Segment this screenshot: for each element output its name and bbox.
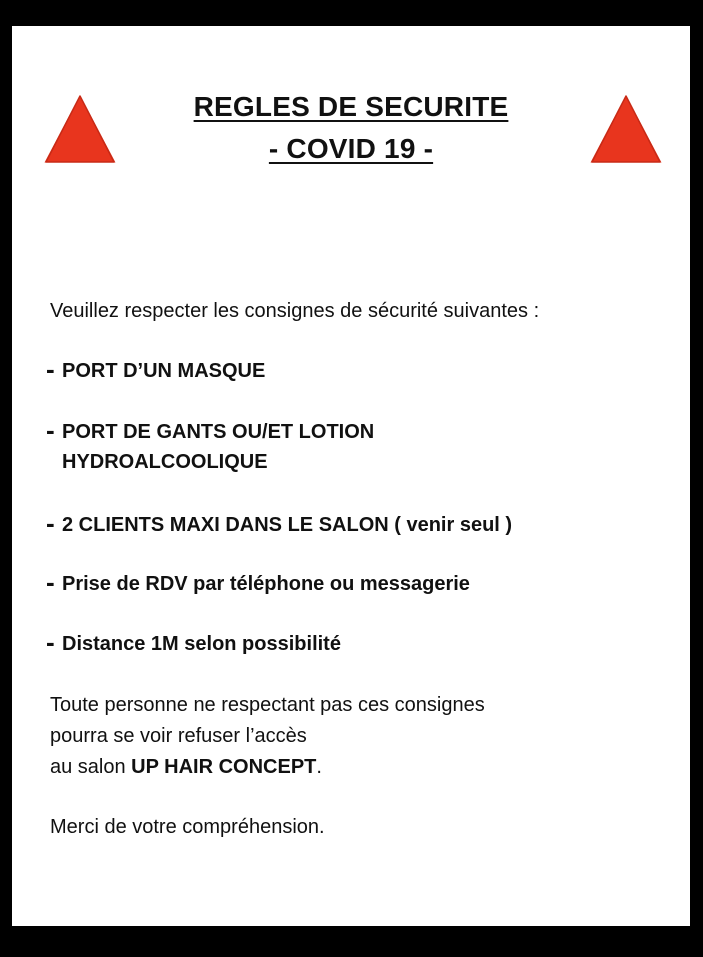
rule-text: Prise de RDV par téléphone ou messagerie — [62, 573, 470, 595]
rule-item — [46, 356, 265, 386]
note-line3-prefix: au salon — [50, 756, 132, 778]
rule-dash: - — [46, 354, 55, 384]
salon-name: UP HAIR CONCEPT — [131, 756, 317, 778]
page-title: REGLES DE SECURITE — [193, 91, 509, 122]
rule-item — [46, 569, 470, 599]
notice-sheet — [12, 26, 690, 926]
rule-text: PORT D’UN MASQUE — [62, 360, 266, 382]
rule-text: Distance 1M selon possibilité — [62, 633, 341, 655]
intro-text: Veuillez respecter les consignes de sécurité suivantes : — [50, 300, 540, 322]
thanks-text: Merci de votre compréhension. — [50, 816, 325, 838]
rule-item — [46, 417, 566, 477]
rule-text-line1: PORT DE GANTS OU/ET LOTION — [62, 421, 375, 443]
warning-note — [50, 690, 485, 783]
page-subtitle: - COVID 19 - — [268, 133, 434, 164]
note-line1: Toute personne ne respectant pas ces consignes — [50, 694, 485, 716]
note-line2: pourra se voir refuser l’accès — [50, 725, 307, 747]
rule-dash: - — [46, 415, 55, 445]
rule-dash: - — [46, 627, 55, 657]
rule-text-line2: HYDROALCOOLIQUE — [62, 451, 268, 473]
rule-item — [46, 629, 341, 659]
rule-dash: - — [46, 567, 55, 597]
rule-dash: - — [46, 508, 55, 538]
note-line3-suffix: . — [316, 756, 322, 778]
rule-item — [46, 510, 512, 540]
rule-text — [62, 417, 374, 477]
rule-text: 2 CLIENTS MAXI DANS LE SALON ( venir seul ) — [62, 514, 513, 536]
